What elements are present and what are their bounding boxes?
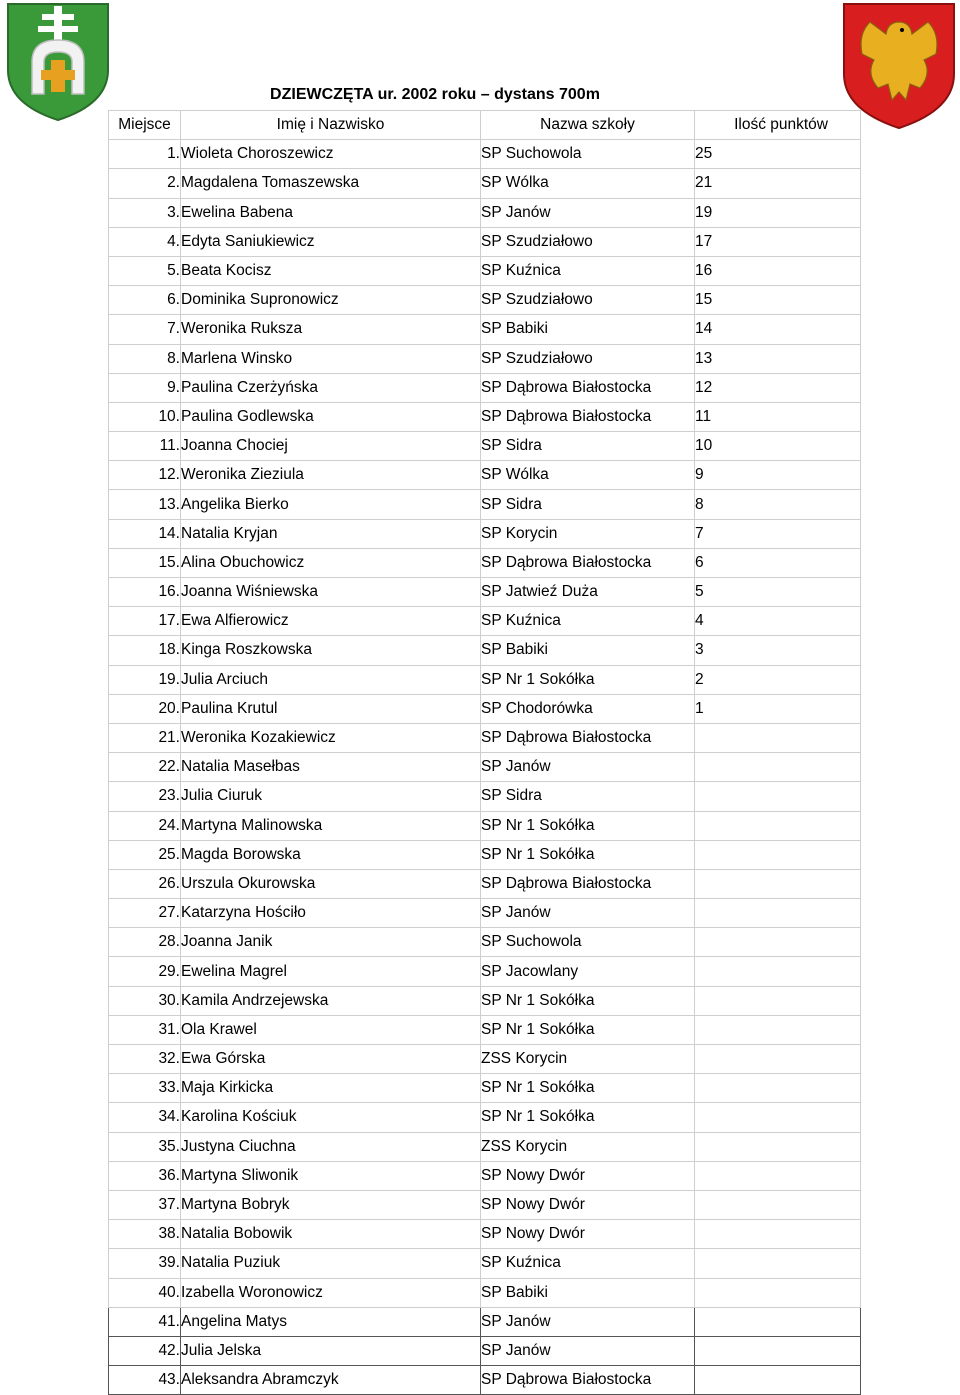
name-cell: Edyta Saniukiewicz — [181, 227, 481, 256]
school-cell: SP Korycin — [481, 519, 695, 548]
school-cell: SP Chodorówka — [481, 694, 695, 723]
place-cell: 21. — [109, 723, 181, 752]
place-cell: 26. — [109, 869, 181, 898]
table-row — [109, 432, 861, 461]
points-cell: 15 — [695, 286, 861, 315]
school-cell: SP Dąbrowa Białostocka — [481, 548, 695, 577]
place-cell: 1. — [109, 140, 181, 169]
name-cell: Martyna Malinowska — [181, 811, 481, 840]
table-row — [109, 344, 861, 373]
points-cell: 13 — [695, 344, 861, 373]
name-cell: Natalia Masełbas — [181, 753, 481, 782]
place-cell: 37. — [109, 1190, 181, 1219]
place-cell: 15. — [109, 548, 181, 577]
points-cell — [695, 899, 861, 928]
name-cell: Dominika Supronowicz — [181, 286, 481, 315]
table-row — [109, 665, 861, 694]
column-header-name: Imię i Nazwisko — [181, 111, 481, 140]
place-cell: 41. — [109, 1307, 181, 1336]
place-cell: 43. — [109, 1366, 181, 1395]
table-row — [109, 723, 861, 752]
table-row — [109, 169, 861, 198]
place-cell: 12. — [109, 461, 181, 490]
points-cell — [695, 928, 861, 957]
place-cell: 20. — [109, 694, 181, 723]
points-cell: 8 — [695, 490, 861, 519]
school-cell: SP Janów — [481, 753, 695, 782]
table-row — [109, 373, 861, 402]
points-cell: 17 — [695, 227, 861, 256]
points-cell: 4 — [695, 607, 861, 636]
name-cell: Joanna Wiśniewska — [181, 578, 481, 607]
table-row — [109, 519, 861, 548]
place-cell: 18. — [109, 636, 181, 665]
points-cell — [695, 723, 861, 752]
school-cell: SP Kuźnica — [481, 607, 695, 636]
name-cell: Weronika Kozakiewicz — [181, 723, 481, 752]
table-row — [109, 1132, 861, 1161]
name-cell: Weronika Ruksza — [181, 315, 481, 344]
column-header-place: Miejsce — [109, 111, 181, 140]
school-cell: SP Babiki — [481, 636, 695, 665]
school-cell: SP Szudziałowo — [481, 286, 695, 315]
place-cell: 33. — [109, 1074, 181, 1103]
table-row — [109, 986, 861, 1015]
name-cell: Justyna Ciuchna — [181, 1132, 481, 1161]
school-cell: SP Jatwieź Duża — [481, 578, 695, 607]
school-cell: SP Janów — [481, 198, 695, 227]
table-row — [109, 782, 861, 811]
points-cell — [695, 957, 861, 986]
table-row — [109, 1045, 861, 1074]
table-row — [109, 928, 861, 957]
points-cell — [695, 1278, 861, 1307]
points-cell: 5 — [695, 578, 861, 607]
school-cell: SP Szudziałowo — [481, 227, 695, 256]
place-cell: 22. — [109, 753, 181, 782]
points-cell: 6 — [695, 548, 861, 577]
name-cell: Ola Krawel — [181, 1015, 481, 1044]
school-cell: ZSS Korycin — [481, 1045, 695, 1074]
name-cell: Magda Borowska — [181, 840, 481, 869]
place-cell: 4. — [109, 227, 181, 256]
name-cell: Angelika Bierko — [181, 490, 481, 519]
school-cell: ZSS Korycin — [481, 1132, 695, 1161]
name-cell: Kinga Roszkowska — [181, 636, 481, 665]
name-cell: Ewa Alfierowicz — [181, 607, 481, 636]
table-row — [109, 694, 861, 723]
school-cell: SP Sidra — [481, 490, 695, 519]
place-cell: 42. — [109, 1336, 181, 1365]
points-cell: 14 — [695, 315, 861, 344]
table-row — [109, 1015, 861, 1044]
name-cell: Urszula Okurowska — [181, 869, 481, 898]
table-row — [109, 548, 861, 577]
points-cell — [695, 840, 861, 869]
points-cell: 9 — [695, 461, 861, 490]
school-cell: SP Nr 1 Sokółka — [481, 1074, 695, 1103]
table-row — [109, 1249, 861, 1278]
points-cell — [695, 1336, 861, 1365]
place-cell: 32. — [109, 1045, 181, 1074]
name-cell: Katarzyna Hościło — [181, 899, 481, 928]
table-row — [109, 1220, 861, 1249]
school-cell: SP Dąbrowa Białostocka — [481, 723, 695, 752]
place-cell: 30. — [109, 986, 181, 1015]
name-cell: Maja Kirkicka — [181, 1074, 481, 1103]
points-cell — [695, 1366, 861, 1395]
table-row — [109, 1103, 861, 1132]
place-cell: 7. — [109, 315, 181, 344]
table-row — [109, 198, 861, 227]
school-cell: SP Dąbrowa Białostocka — [481, 1366, 695, 1395]
points-cell: 10 — [695, 432, 861, 461]
points-cell — [695, 1249, 861, 1278]
place-cell: 28. — [109, 928, 181, 957]
table-header-row — [109, 111, 861, 140]
points-cell — [695, 1132, 861, 1161]
name-cell: Marlena Winsko — [181, 344, 481, 373]
points-cell — [695, 1045, 861, 1074]
name-cell: Martyna Bobryk — [181, 1190, 481, 1219]
table-row — [109, 753, 861, 782]
table-row — [109, 1161, 861, 1190]
points-cell — [695, 869, 861, 898]
points-cell: 21 — [695, 169, 861, 198]
table-row — [109, 140, 861, 169]
points-cell — [695, 1103, 861, 1132]
school-cell: SP Wólka — [481, 461, 695, 490]
table-row — [109, 578, 861, 607]
school-cell: SP Babiki — [481, 315, 695, 344]
school-cell: SP Suchowola — [481, 140, 695, 169]
points-cell — [695, 1190, 861, 1219]
table-row — [109, 1366, 861, 1395]
results-table — [108, 110, 861, 1395]
points-cell — [695, 811, 861, 840]
place-cell: 38. — [109, 1220, 181, 1249]
name-cell: Kamila Andrzejewska — [181, 986, 481, 1015]
name-cell: Joanna Janik — [181, 928, 481, 957]
name-cell: Aleksandra Abramczyk — [181, 1366, 481, 1395]
school-cell: SP Dąbrowa Białostocka — [481, 373, 695, 402]
table-row — [109, 402, 861, 431]
school-cell: SP Nr 1 Sokółka — [481, 811, 695, 840]
column-header-points: Ilość punktów — [695, 111, 861, 140]
points-cell: 2 — [695, 665, 861, 694]
table-row — [109, 869, 861, 898]
table-row — [109, 1190, 861, 1219]
crest-left-icon — [2, 0, 114, 122]
place-cell: 2. — [109, 169, 181, 198]
name-cell: Paulina Czerżyńska — [181, 373, 481, 402]
name-cell: Magdalena Tomaszewska — [181, 169, 481, 198]
place-cell: 29. — [109, 957, 181, 986]
place-cell: 23. — [109, 782, 181, 811]
place-cell: 3. — [109, 198, 181, 227]
school-cell: SP Janów — [481, 899, 695, 928]
page-title: DZIEWCZĘTA ur. 2002 roku – dystans 700m — [270, 86, 600, 103]
name-cell: Ewelina Magrel — [181, 957, 481, 986]
place-cell: 25. — [109, 840, 181, 869]
points-cell — [695, 782, 861, 811]
name-cell: Paulina Godlewska — [181, 402, 481, 431]
column-header-school: Nazwa szkoły — [481, 111, 695, 140]
name-cell: Angelina Matys — [181, 1307, 481, 1336]
school-cell: SP Dąbrowa Białostocka — [481, 869, 695, 898]
name-cell: Karolina Kościuk — [181, 1103, 481, 1132]
school-cell: SP Sidra — [481, 782, 695, 811]
school-cell: SP Nowy Dwór — [481, 1220, 695, 1249]
place-cell: 8. — [109, 344, 181, 373]
points-cell: 7 — [695, 519, 861, 548]
table-row — [109, 286, 861, 315]
place-cell: 34. — [109, 1103, 181, 1132]
name-cell: Weronika Zieziula — [181, 461, 481, 490]
school-cell: SP Nowy Dwór — [481, 1190, 695, 1219]
points-cell: 3 — [695, 636, 861, 665]
points-cell — [695, 753, 861, 782]
points-cell: 19 — [695, 198, 861, 227]
place-cell: 9. — [109, 373, 181, 402]
place-cell: 40. — [109, 1278, 181, 1307]
table-row — [109, 1278, 861, 1307]
table-row — [109, 811, 861, 840]
place-cell: 27. — [109, 899, 181, 928]
place-cell: 17. — [109, 607, 181, 636]
name-cell: Natalia Puziuk — [181, 1249, 481, 1278]
table-row — [109, 607, 861, 636]
place-cell: 39. — [109, 1249, 181, 1278]
place-cell: 13. — [109, 490, 181, 519]
school-cell: SP Dąbrowa Białostocka — [481, 402, 695, 431]
place-cell: 36. — [109, 1161, 181, 1190]
name-cell: Natalia Kryjan — [181, 519, 481, 548]
school-cell: SP Nowy Dwór — [481, 1161, 695, 1190]
place-cell: 31. — [109, 1015, 181, 1044]
points-cell — [695, 986, 861, 1015]
points-cell: 16 — [695, 256, 861, 285]
school-cell: SP Szudziałowo — [481, 344, 695, 373]
school-cell: SP Wólka — [481, 169, 695, 198]
points-cell — [695, 1015, 861, 1044]
table-row — [109, 636, 861, 665]
table-row — [109, 1074, 861, 1103]
table-row — [109, 899, 861, 928]
table-row — [109, 840, 861, 869]
school-cell: SP Janów — [481, 1336, 695, 1365]
points-cell — [695, 1161, 861, 1190]
place-cell: 16. — [109, 578, 181, 607]
school-cell: SP Nr 1 Sokółka — [481, 840, 695, 869]
points-cell — [695, 1220, 861, 1249]
name-cell: Julia Jelska — [181, 1336, 481, 1365]
place-cell: 24. — [109, 811, 181, 840]
table-row — [109, 957, 861, 986]
school-cell: SP Sidra — [481, 432, 695, 461]
table-row — [109, 227, 861, 256]
table-row — [109, 1336, 861, 1365]
name-cell: Julia Arciuch — [181, 665, 481, 694]
place-cell: 14. — [109, 519, 181, 548]
points-cell: 25 — [695, 140, 861, 169]
name-cell: Beata Kocisz — [181, 256, 481, 285]
points-cell — [695, 1074, 861, 1103]
name-cell: Paulina Krutul — [181, 694, 481, 723]
name-cell: Ewelina Babena — [181, 198, 481, 227]
school-cell: SP Suchowola — [481, 928, 695, 957]
name-cell: Ewa Górska — [181, 1045, 481, 1074]
school-cell: SP Nr 1 Sokółka — [481, 986, 695, 1015]
table-row — [109, 1307, 861, 1336]
school-cell: SP Babiki — [481, 1278, 695, 1307]
name-cell: Natalia Bobowik — [181, 1220, 481, 1249]
place-cell: 35. — [109, 1132, 181, 1161]
points-cell — [695, 1307, 861, 1336]
name-cell: Martyna Sliwonik — [181, 1161, 481, 1190]
place-cell: 6. — [109, 286, 181, 315]
points-cell: 1 — [695, 694, 861, 723]
place-cell: 10. — [109, 402, 181, 431]
table-row — [109, 461, 861, 490]
school-cell: SP Nr 1 Sokółka — [481, 1103, 695, 1132]
table-row — [109, 256, 861, 285]
place-cell: 5. — [109, 256, 181, 285]
school-cell: SP Nr 1 Sokółka — [481, 665, 695, 694]
school-cell: SP Kuźnica — [481, 1249, 695, 1278]
place-cell: 11. — [109, 432, 181, 461]
table-row — [109, 490, 861, 519]
points-cell: 11 — [695, 402, 861, 431]
name-cell: Julia Ciuruk — [181, 782, 481, 811]
name-cell: Wioleta Choroszewicz — [181, 140, 481, 169]
school-cell: SP Jacowlany — [481, 957, 695, 986]
table-row — [109, 315, 861, 344]
name-cell: Joanna Chociej — [181, 432, 481, 461]
school-cell: SP Janów — [481, 1307, 695, 1336]
school-cell: SP Kuźnica — [481, 256, 695, 285]
name-cell: Izabella Woronowicz — [181, 1278, 481, 1307]
school-cell: SP Nr 1 Sokółka — [481, 1015, 695, 1044]
place-cell: 19. — [109, 665, 181, 694]
name-cell: Alina Obuchowicz — [181, 548, 481, 577]
points-cell: 12 — [695, 373, 861, 402]
